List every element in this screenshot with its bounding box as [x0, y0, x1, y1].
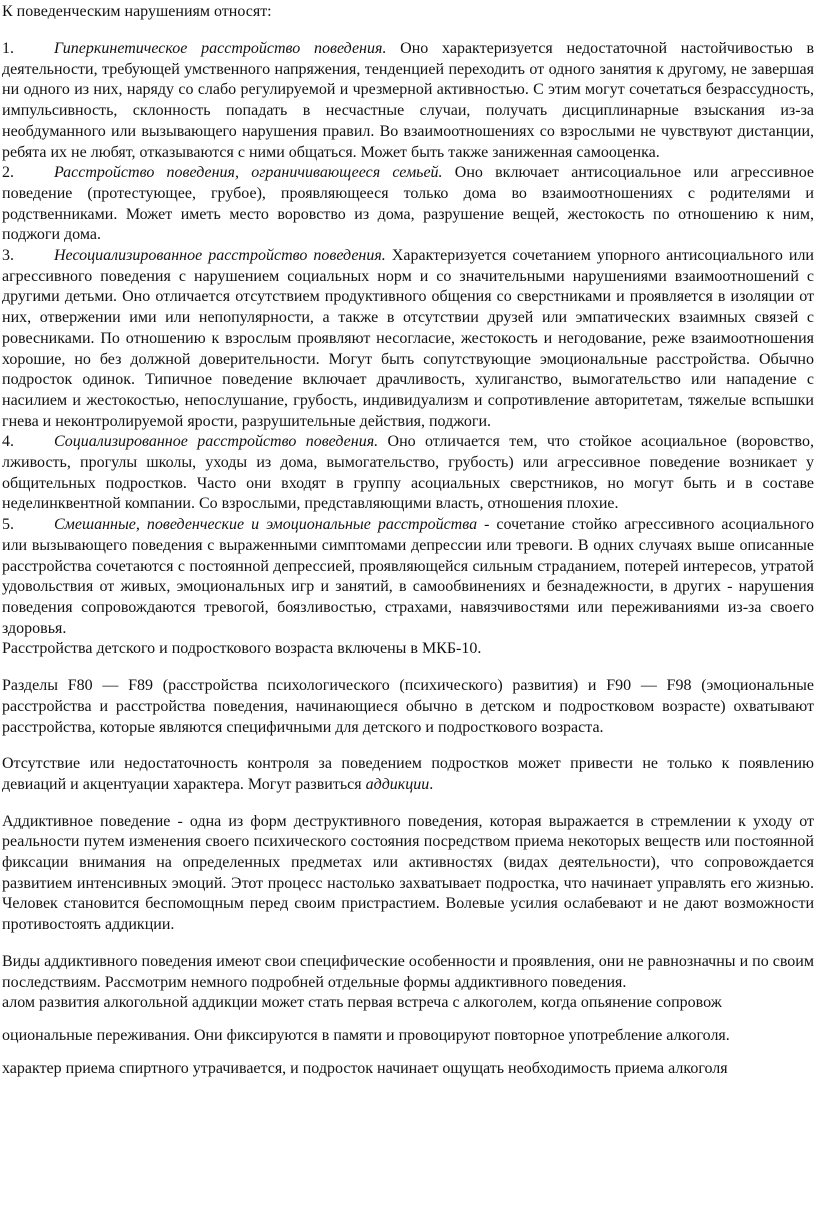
intro-line: К поведенческим нарушениям относят:	[2, 3, 272, 20]
list-item	[2, 246, 814, 432]
disorders-list	[2, 39, 814, 1079]
item-title: Социализированное расстройство поведения	[54, 433, 375, 451]
item-number: 1.	[2, 40, 14, 57]
item-text: Оно отличается тем, что стойкое асоциальное (воровство, лживость, прогулы школы, уходы из дома, вымогательство, грубость) или агрессивное поведение возникает у общительных подростков. Часто они входят в группу асоциальных сверстников, но могут быть и в составе неделинквентной компании. Со взрослыми, представляющими власть, отношения плохие.	[2, 433, 814, 513]
icd-paragraph: Разделы F80 — F89 (расстройства психологического (психического) развития) и F90 — F98 (эмоциональные расстройства и расстройства поведения, начинающиеся обычно в детском и подростковом возрасте) охватывают расстройства, которые являются специфичными для детского и подросткового возраста.	[2, 677, 814, 736]
item-title-end: .	[382, 40, 387, 57]
addictive-behavior-paragraph: Аддиктивное поведение - одна из форм деструктивного поведения, которая выражается в стремлении к уходу от реальности путем изменения своего психического состояния посредством приема некоторых веществ или постоянной фиксации внимания на определенных предметах или активностях (видах деятельности), что сопровождается развитием интенсивных эмоций. Этот процесс настолько захватывает подростка, что начинает управлять его жизнью. Человек становится беспомощным перед своим пристрастием. Волевые усилия ослабевают и не дают возможности противостоять аддикции.	[2, 812, 814, 934]
item-number: 4.	[2, 433, 14, 451]
list-item	[2, 515, 814, 639]
clipped-line: оциональные переживания. Они фиксируются в памяти и провоцируют повторное употребление алкоголя.	[2, 1026, 730, 1044]
item-text: Характеризуется сочетанием упорного антисоциального или агрессивного поведения с нарушением социальных норм и со значительными нарушениями взаимоотношений с другими детьми. Оно отличается отсутствием продуктивного общения со сверстниками и проявляется в изоляции от них, отвержении ими или непопулярности, а также в отсутствии друзей или эмпатических взаимных связей с ровесниками. По отношению к взрослым проявляют несогласие, жестокость и негодование, реже взаимоотношения хорошие, но без должной доверительности. Могут быть сопутствующие эмоциональные расстройства. Обычно подросток одинок. Типичное поведение включает драчливость, хулиганство, вымогательство или нападение с насилием и жестокостью, непослушание, грубость, индивидуализм и сопротивление авторитетам, тяжелые вспышки гнева и неконтролируемой ярости, разрушительные действия, поджоги.	[2, 247, 814, 430]
control-paragraph	[2, 754, 814, 795]
item-text: Оно характеризуется недостаточной настойчивостью в деятельности, требующей умственного напряжения, тенденцией переходить от одного занятия к другому, не завершая ни одного из них, наряду со слабо регулируемой и чрезмерной активностью. С этим могут сочетаться безрассудность, импульсивность, склонность попадать в несчастные случаи, получать дисциплинарные взыскания из-за необдуманного или вызывающего нарушения правил. Во взаимоотношениях со взрослыми не чувствуют дистанции, ребята их не любят, отказываются с ними общаться. Может быть также заниженная самооценка.	[2, 40, 814, 161]
types-paragraph: Виды аддиктивного поведения имеют свои специфические особенности и проявления, они не равнозначны и по своим последствиям. Рассмотрим немного подробней отдельные формы аддиктивного поведения.	[2, 952, 814, 991]
clipped-line: характер приема спиртного утрачивается, и подросток начинает ощущать необходимость приема алкоголя	[2, 1059, 728, 1077]
icd-line: Расстройства детского и подросткового возраста включены в МКБ-10.	[2, 640, 482, 658]
list-item	[2, 39, 814, 163]
list-item	[2, 432, 814, 515]
item-number: 2.	[2, 164, 14, 182]
item-title: Несоциализированное расстройство поведения	[54, 247, 382, 265]
item-title-end: .	[374, 433, 379, 451]
control-end: .	[429, 775, 434, 793]
list-item	[2, 163, 814, 246]
control-text: Отсутствие или недостаточность контроля за поведением подростков может привести не только к появлению девиаций и акцентуации характера. Могут развиться	[2, 755, 814, 793]
item-title: Смешанные, поведенческие и эмоциональные расстройства	[54, 516, 478, 534]
clipped-line: алом развития алкогольной аддикции может стать первая встреча с алкоголем, когда опьянение сопровож	[2, 994, 722, 1012]
item-number: 5.	[2, 516, 14, 534]
item-title-end: .	[381, 247, 386, 265]
item-text: - сочетание стойко агрессивного асоциального или вызывающего поведения с выраженными симптомами депрессии или тревоги. В одних случаях выше описанные расстройства сочетаются с постоянной депрессией, проявляющейся сильным страданием, потерей интересов, утратой удовольствия от живых, эмоциональных игр и занятий, в самообвинениях и безнадежности, в других - нарушения поведения сопровождаются тревогой, боязливостью, страхами, навязчивостями или переживаниями из-за своего здоровья.	[2, 516, 814, 637]
item-number: 3.	[2, 247, 14, 265]
item-title: Гиперкинетическое расстройство поведения	[54, 40, 383, 57]
item-text: Оно включает антисоциальное или агрессивное поведение (протестующее, грубое), проявляющееся только дома во взаимоотношениях с родителями и родственниками. Может иметь место воровство из дома, разрушение вещей, жестокость по отношению к ним, поджоги дома.	[2, 164, 814, 244]
item-title: Расстройство поведения, ограничивающееся семьей	[54, 164, 439, 182]
addiction-term: аддикции	[365, 775, 430, 793]
item-title-end: .	[438, 164, 443, 182]
